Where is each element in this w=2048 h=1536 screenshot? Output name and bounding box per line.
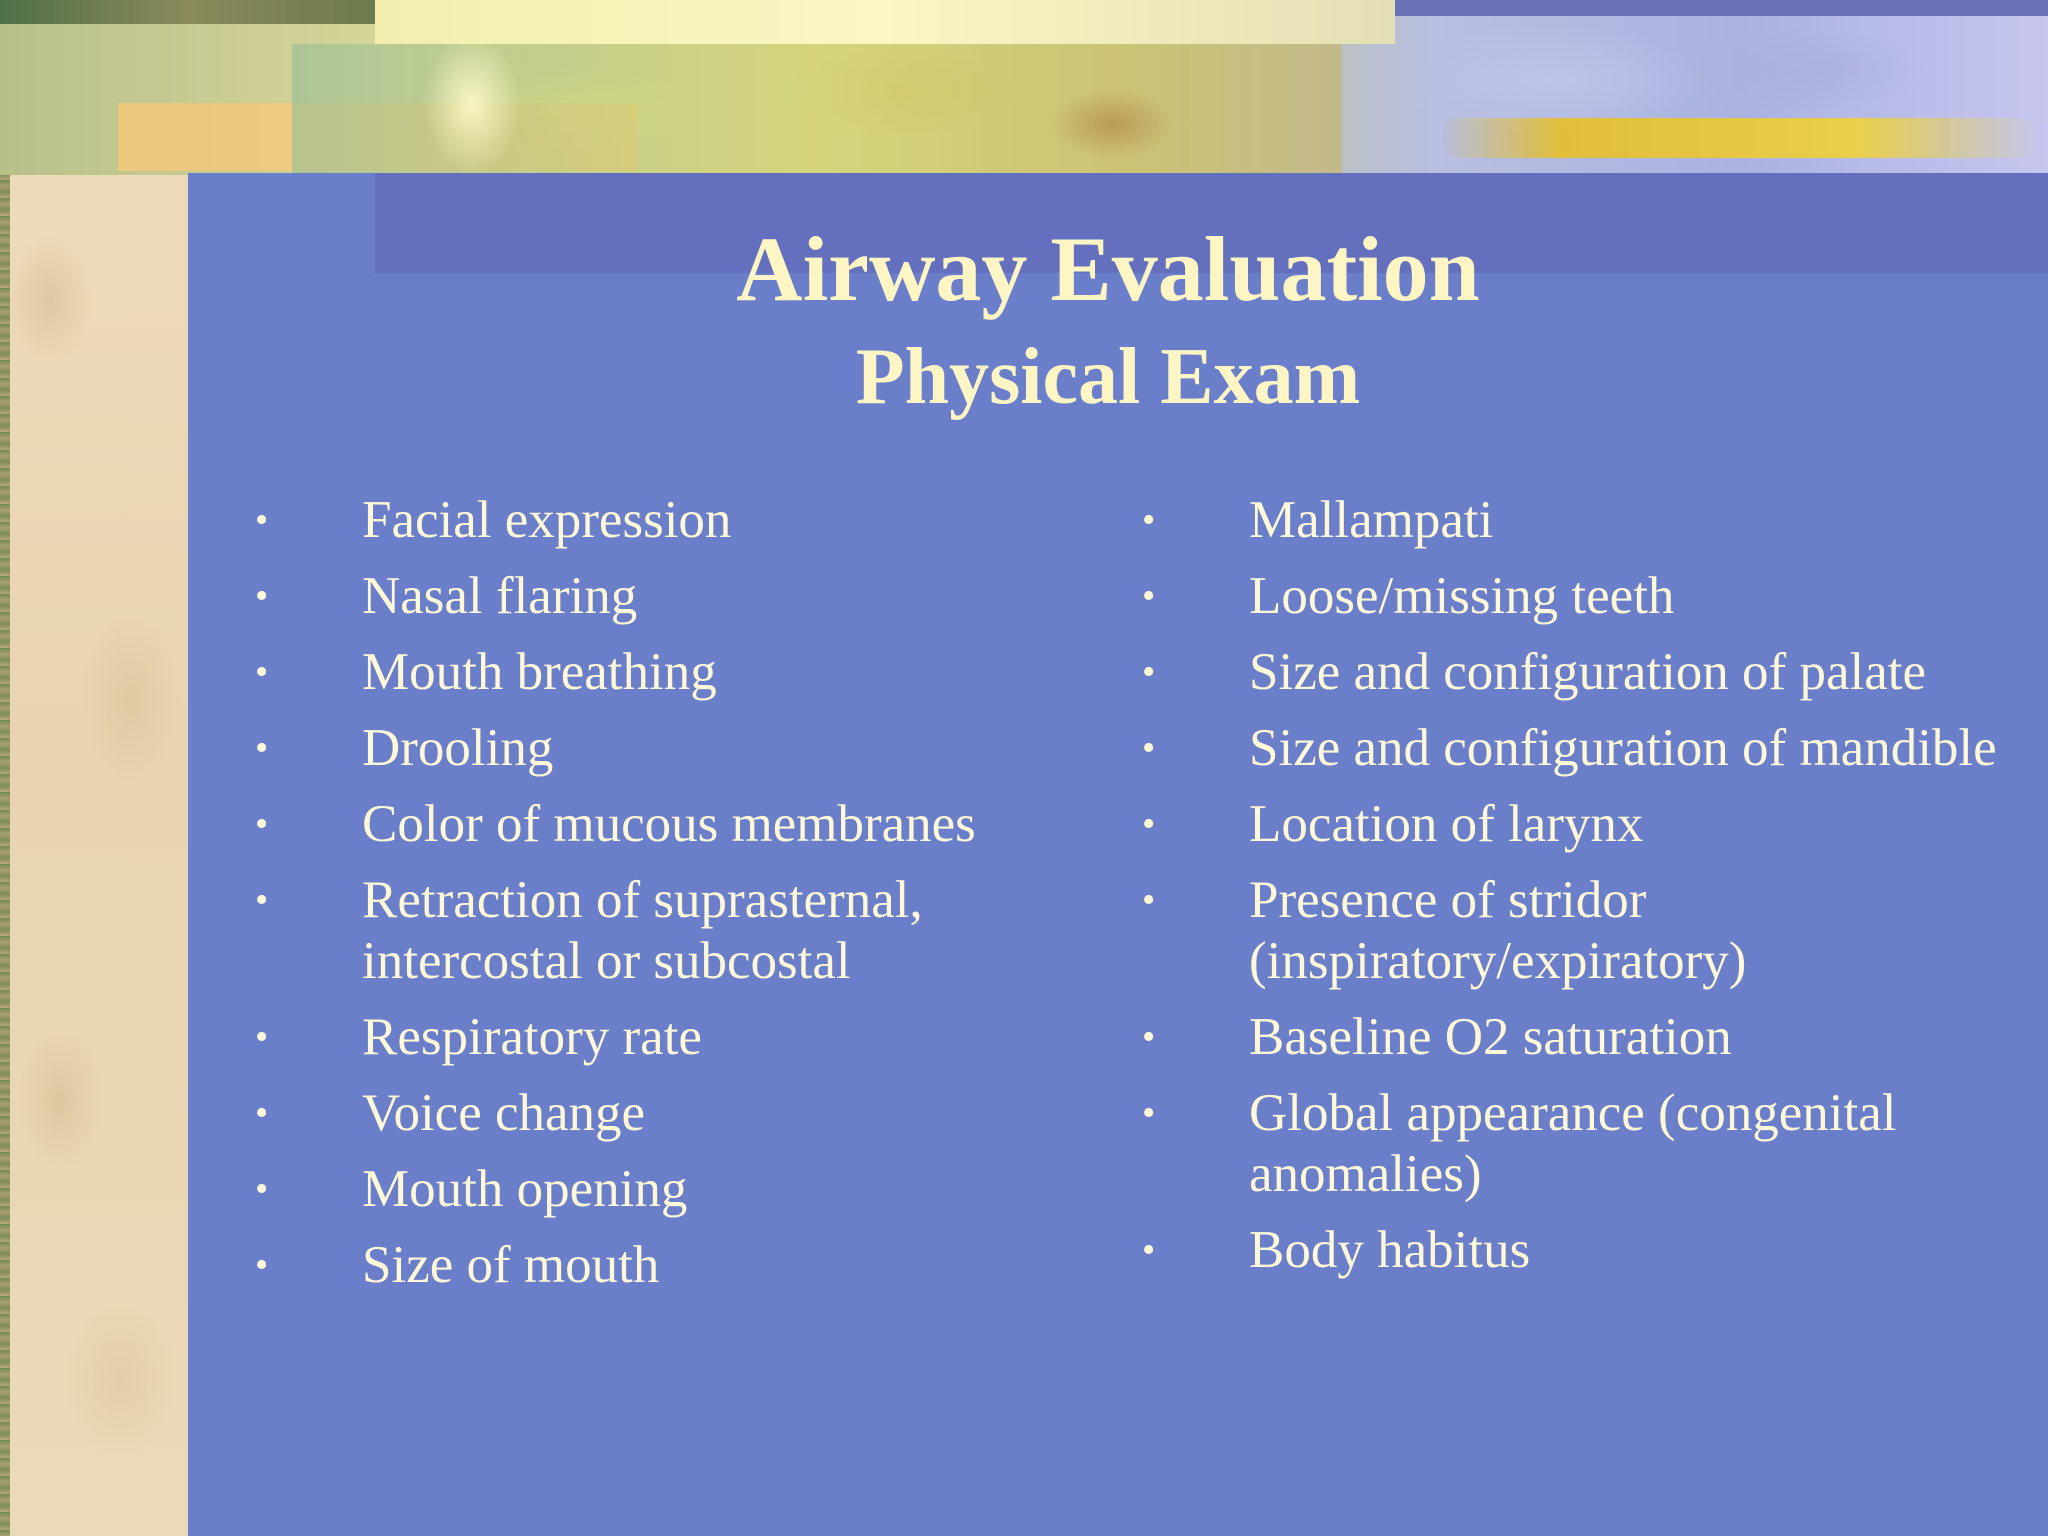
right-bullet-list	[1142, 490, 2022, 1296]
decorative-banner	[0, 0, 2048, 175]
list-item	[255, 642, 1055, 703]
list-item-text: Facial expression	[362, 491, 732, 549]
bullet-icon: •	[255, 1016, 269, 1058]
list-item-text: Retraction of suprasternal, intercostal or subcostal	[362, 871, 923, 990]
list-item	[1142, 1007, 2022, 1068]
bullet-icon: •	[255, 499, 269, 541]
list-item-text: Global appearance (congenital anomalies)	[1249, 1084, 1897, 1203]
bullet-icon: •	[1142, 1229, 1156, 1271]
list-item-text: Size and configuration of palate	[1249, 643, 1926, 701]
list-item-text: Body habitus	[1249, 1221, 1531, 1279]
list-item-text: Baseline O2 saturation	[1249, 1008, 1732, 1066]
bullet-icon: •	[255, 651, 269, 693]
list-item-text: Nasal flaring	[362, 567, 638, 625]
banner-corner	[0, 0, 375, 24]
parchment-strip	[0, 0, 188, 1536]
bullet-icon: •	[255, 879, 269, 921]
list-item-text: Presence of stridor (inspiratory/expiratory)	[1249, 871, 1747, 990]
bullet-icon: •	[1142, 803, 1156, 845]
list-item	[1142, 1220, 2022, 1281]
banner-dark-strip	[1395, 0, 2048, 16]
bullet-icon: •	[1142, 575, 1156, 617]
bullet-icon: •	[255, 803, 269, 845]
bullet-icon: •	[1142, 879, 1156, 921]
bullet-icon: •	[255, 727, 269, 769]
list-item-text: Color of mucous membranes	[362, 795, 976, 853]
list-item-text: Location of larynx	[1249, 795, 1644, 853]
left-edge-border	[0, 0, 10, 1536]
bullet-icon: •	[255, 1244, 269, 1286]
slide-subtitle: Physical Exam	[855, 333, 1361, 421]
list-item	[255, 566, 1055, 627]
list-item	[1142, 718, 2022, 779]
list-item	[1142, 870, 2022, 992]
bullet-icon: •	[1142, 727, 1156, 769]
list-item	[255, 718, 1055, 779]
list-item	[1142, 1083, 2022, 1205]
list-item-text: Mouth breathing	[362, 643, 717, 701]
list-item	[1142, 642, 2022, 703]
bullet-icon: •	[1142, 651, 1156, 693]
list-item	[255, 490, 1055, 551]
list-item	[1142, 566, 2022, 627]
list-item	[255, 794, 1055, 855]
banner-light-strip	[375, 0, 1395, 44]
list-item	[255, 1159, 1055, 1220]
banner-leaf-image	[292, 44, 1342, 175]
list-item	[255, 1007, 1055, 1068]
bullet-icon: •	[1142, 499, 1156, 541]
title-area	[188, 215, 2028, 431]
list-item-text: Size and configuration of mandible	[1249, 719, 1997, 777]
list-item-text: Mallampati	[1249, 491, 1494, 549]
bullet-icon: •	[255, 1168, 269, 1210]
bullet-icon: •	[255, 1092, 269, 1134]
list-item	[255, 870, 1055, 992]
bullet-icon: •	[255, 575, 269, 617]
list-item	[255, 1235, 1055, 1296]
list-item-text: Loose/missing teeth	[1249, 567, 1675, 625]
slide-title: Airway Evaluation	[736, 218, 1480, 320]
list-item-text: Size of mouth	[362, 1236, 660, 1294]
list-item	[1142, 794, 2022, 855]
list-item-text: Voice change	[362, 1084, 646, 1142]
list-item-text: Drooling	[362, 719, 554, 777]
list-item	[255, 1083, 1055, 1144]
list-item-text: Mouth opening	[362, 1160, 688, 1218]
list-item-text: Respiratory rate	[362, 1008, 702, 1066]
banner-gold-streak	[1440, 118, 2040, 158]
bullet-icon: •	[1142, 1092, 1156, 1134]
left-bullet-list	[255, 490, 1055, 1311]
bullet-icon: •	[1142, 1016, 1156, 1058]
list-item	[1142, 490, 2022, 551]
